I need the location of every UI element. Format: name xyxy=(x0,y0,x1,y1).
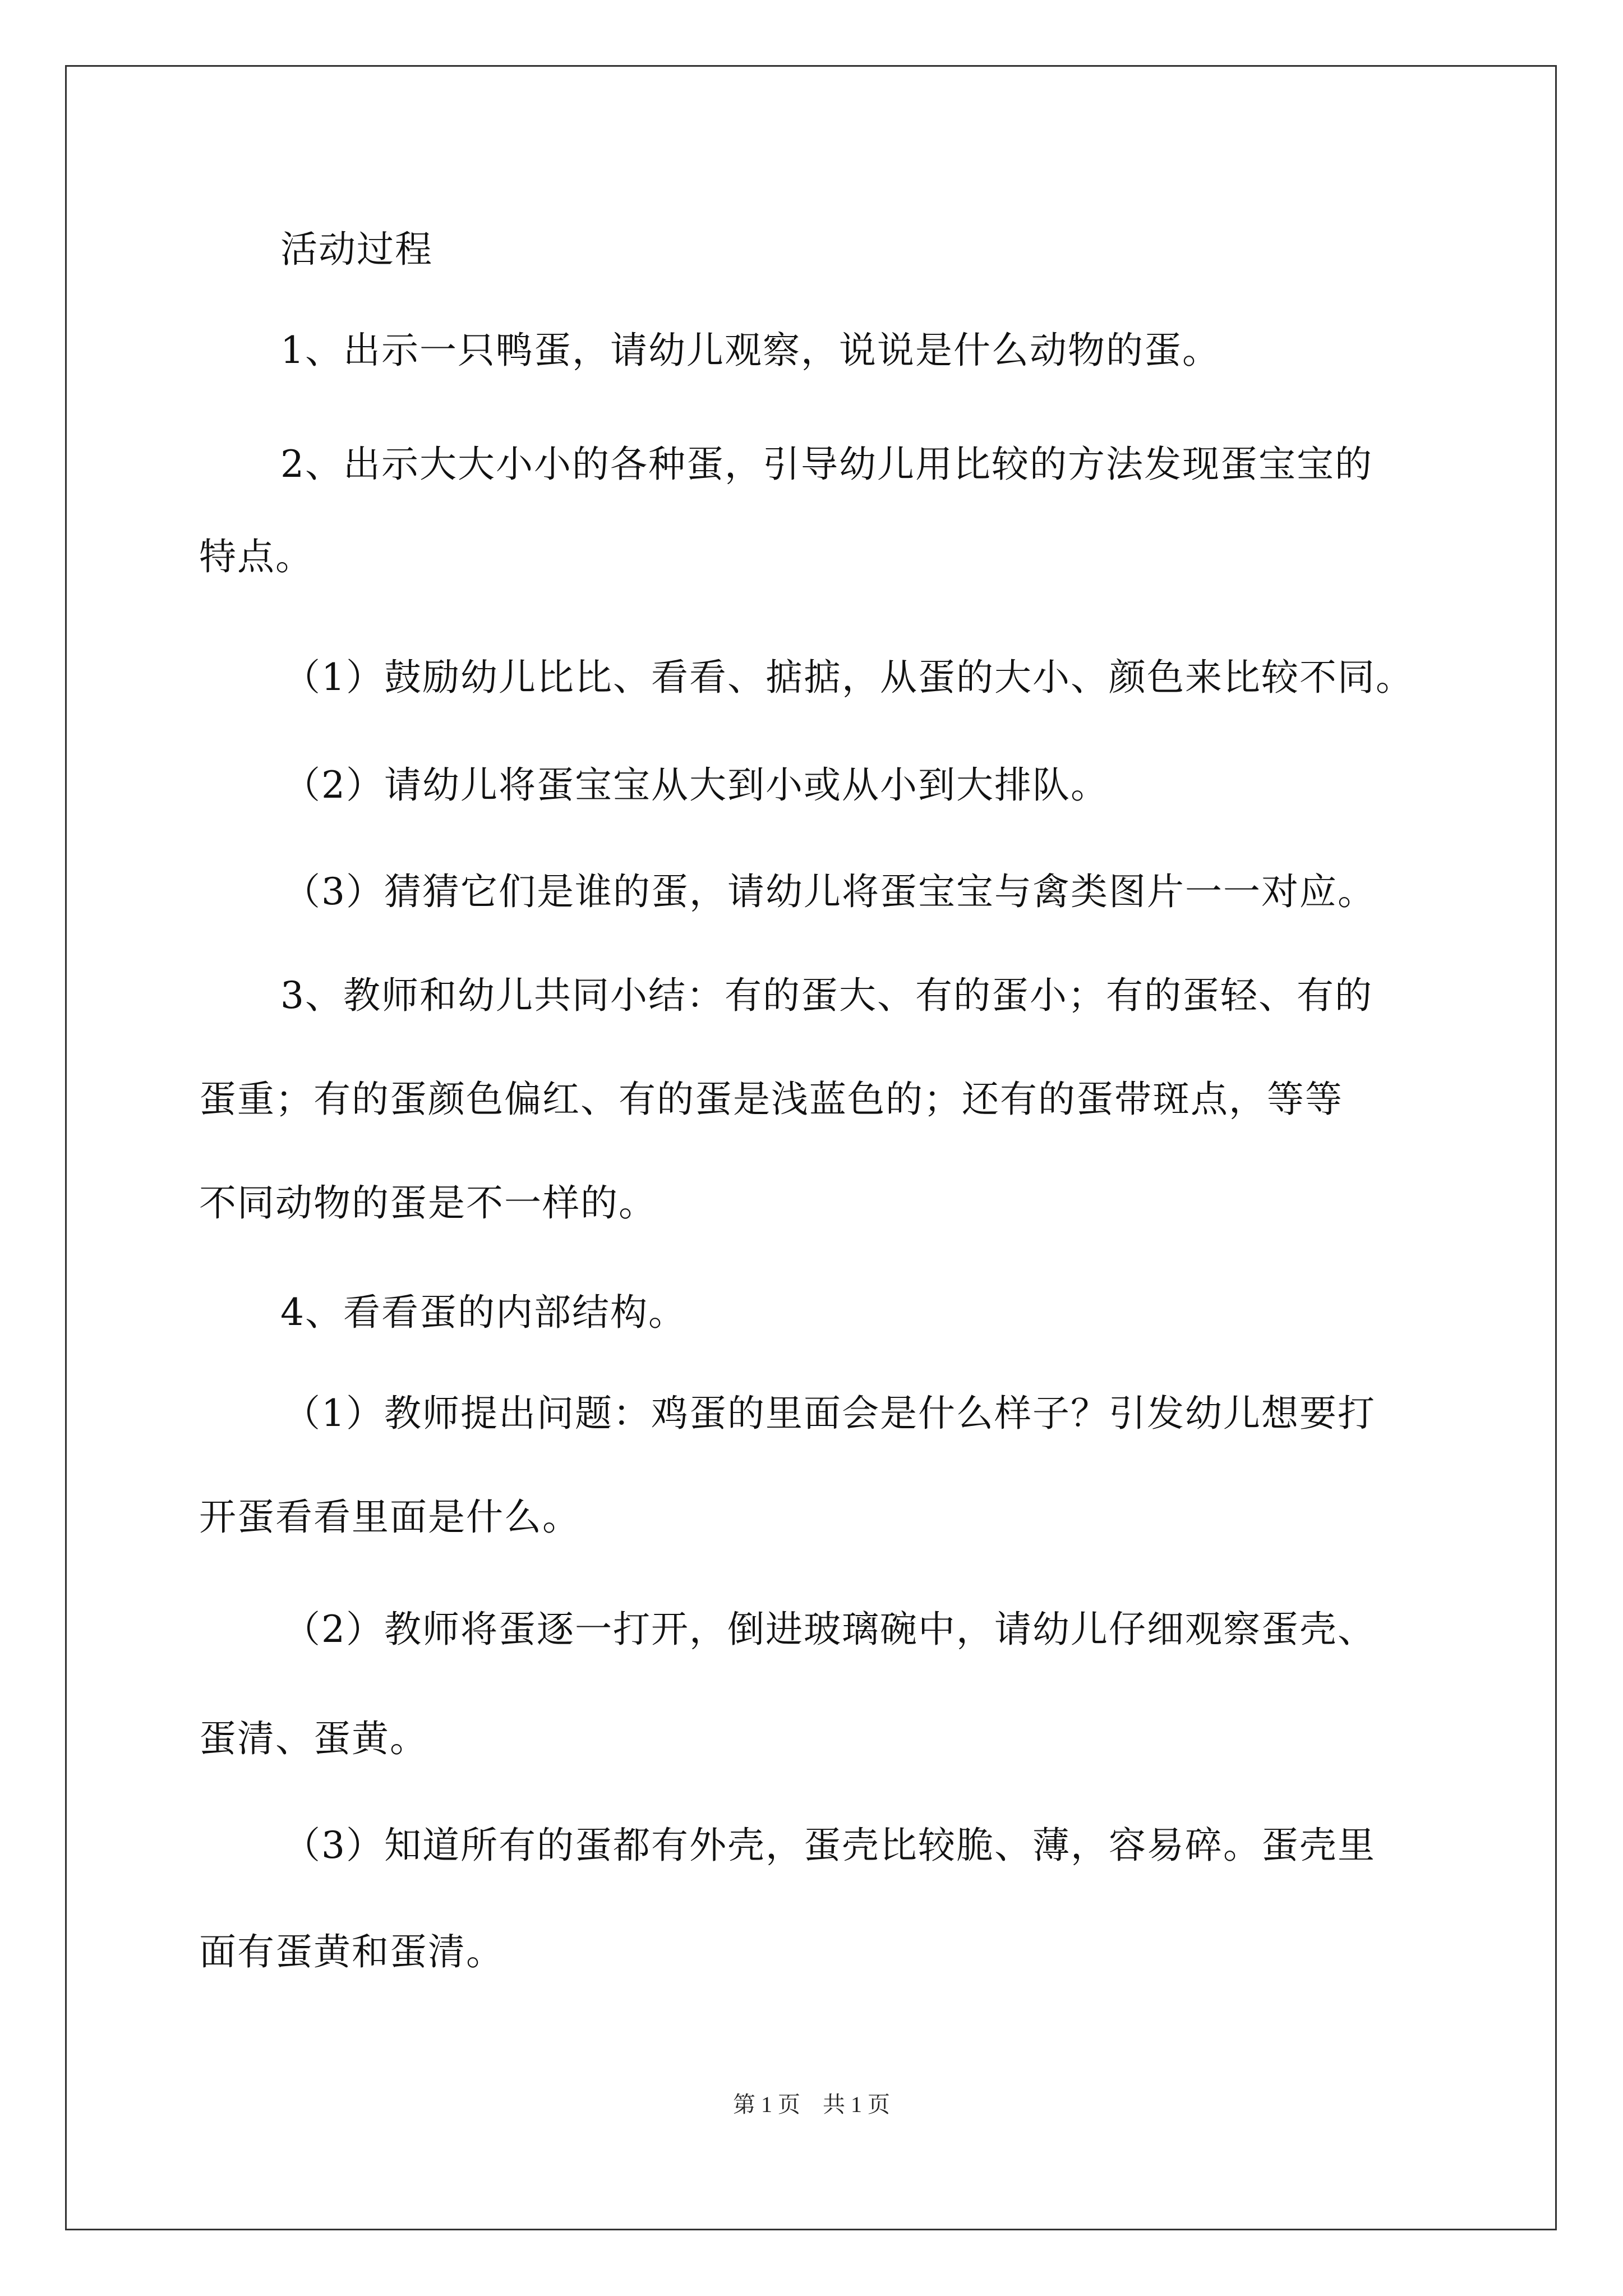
paragraph-line: （2）请幼儿将蛋宝宝从大到小或从小到大排队。 xyxy=(283,763,1109,807)
paragraph-line: 不同动物的蛋是不一样的。 xyxy=(199,1181,657,1225)
page-border xyxy=(65,65,1557,2230)
paragraph-line: （1）教师提出问题：鸡蛋的里面会是什么样子？引发幼儿想要打 xyxy=(283,1392,1376,1435)
paragraph-line: 蛋清、蛋黄。 xyxy=(199,1717,428,1760)
paragraph-line: 4、看看蛋的内部结构。 xyxy=(280,1291,686,1334)
paragraph-line: 面有蛋黄和蛋清。 xyxy=(199,1930,504,1973)
paragraph-line: （2）教师将蛋逐一打开，倒进玻璃碗中，请幼儿仔细观察蛋壳、 xyxy=(283,1608,1376,1651)
paragraph-line: 开蛋看看里面是什么。 xyxy=(199,1496,580,1539)
paragraph-line: 2、出示大大小小的各种蛋，引导幼儿用比较的方法发现蛋宝宝的 xyxy=(280,443,1373,486)
section-heading: 活动过程 xyxy=(280,228,433,271)
paragraph-line: （3）猜猜它们是谁的蛋，请幼儿将蛋宝宝与禽类图片一一对应。 xyxy=(283,870,1376,913)
paragraph-line: （1）鼓励幼儿比比、看看、掂掂，从蛋的大小、颜色来比较不同。 xyxy=(283,656,1414,699)
paragraph-line: 蛋重；有的蛋颜色偏红、有的蛋是浅蓝色的；还有的蛋带斑点，等等 xyxy=(199,1078,1343,1121)
paragraph-line: 特点。 xyxy=(199,535,313,578)
paragraph-line: 1、出示一只鸭蛋，请幼儿观察，说说是什么动物的蛋。 xyxy=(280,329,1220,372)
page-footer: 第 1 页 共 1 页 xyxy=(733,2092,890,2117)
paragraph-line: 3、教师和幼儿共同小结：有的蛋大、有的蛋小；有的蛋轻、有的 xyxy=(280,974,1373,1017)
paragraph-line: （3）知道所有的蛋都有外壳，蛋壳比较脆、薄，容易碎。蛋壳里 xyxy=(283,1824,1376,1867)
